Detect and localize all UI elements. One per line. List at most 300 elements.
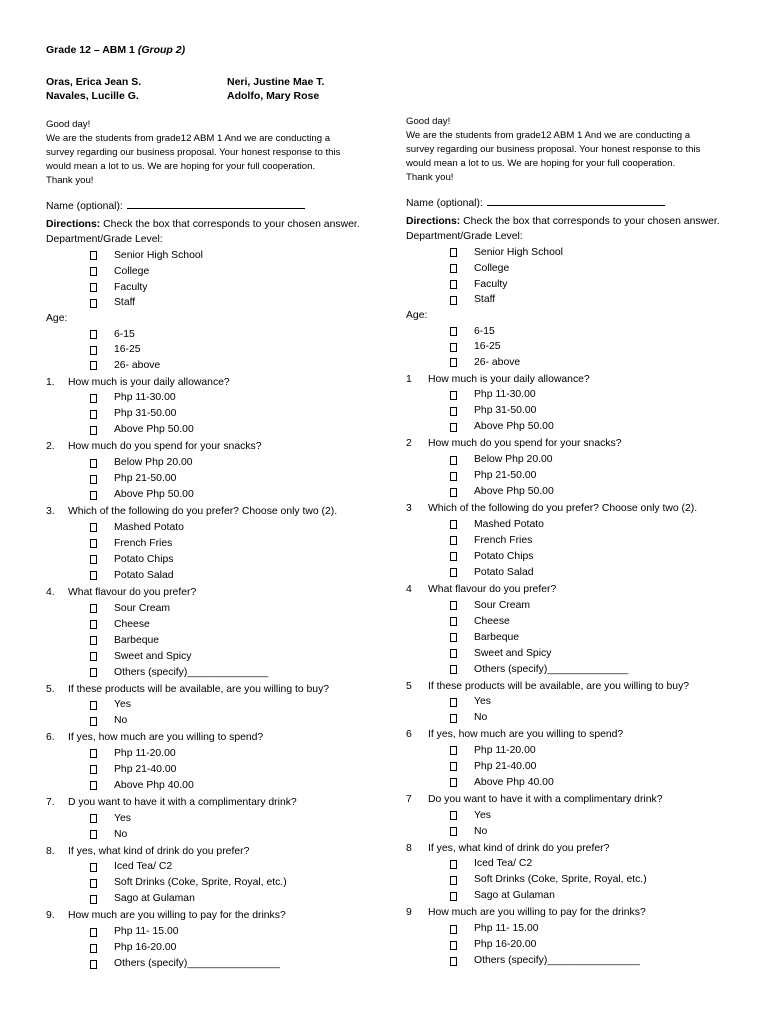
option-label: Yes	[474, 809, 491, 821]
checkbox-icon[interactable]	[90, 330, 97, 339]
option-item[interactable]	[406, 759, 728, 775]
option-item[interactable]	[46, 746, 368, 762]
option-item[interactable]	[46, 940, 368, 956]
checkbox-icon[interactable]	[450, 925, 457, 934]
checkbox-icon[interactable]	[450, 456, 457, 465]
department-label: Department/Grade Level:	[406, 231, 523, 243]
checkbox-icon[interactable]	[450, 423, 457, 432]
option-item[interactable]	[46, 358, 368, 374]
option-label: Others (specify)________________	[114, 958, 280, 970]
question-text: What flavour do you prefer?	[428, 583, 557, 595]
option-item[interactable]	[406, 355, 728, 371]
checkbox-icon[interactable]	[90, 555, 97, 564]
checkbox-icon[interactable]	[450, 892, 457, 901]
option-label: Iced Tea/ C2	[114, 861, 173, 873]
directions	[406, 214, 728, 230]
checkbox-icon[interactable]	[450, 248, 457, 257]
name-field[interactable]	[406, 195, 728, 212]
question-number: 8.	[46, 845, 55, 857]
checkbox-icon[interactable]	[450, 358, 457, 367]
question-text: If yes, what kind of drink do you prefer?	[428, 842, 610, 854]
option-label: Above Php 50.00	[474, 421, 554, 433]
option-item[interactable]	[406, 614, 728, 630]
checkbox-icon[interactable]	[90, 394, 97, 403]
checkbox-icon[interactable]	[450, 714, 457, 723]
checkbox-icon[interactable]	[450, 601, 457, 610]
option-label: Php 21-40.00	[114, 763, 177, 775]
option-item[interactable]	[46, 536, 368, 552]
option-label: Below Php 20.00	[114, 457, 193, 469]
option-label: Faculty	[114, 281, 148, 293]
grade-section-label: Grade 12 – ABM 1	[46, 44, 135, 56]
option-item[interactable]	[46, 827, 368, 843]
option-item[interactable]	[46, 455, 368, 471]
option-label: Yes	[474, 696, 491, 708]
intro-line: We are the students from grade12 ABM 1 And we are conducting a	[406, 130, 691, 141]
option-item[interactable]	[406, 953, 728, 969]
question-text: Which of the following do you prefer? Choose only two (2).	[428, 503, 698, 515]
option-label: Above Php 40.00	[114, 779, 194, 791]
intro-line: Good day!	[406, 116, 451, 127]
directions-label: Directions:	[406, 215, 461, 227]
option-label: Php 21-50.00	[114, 473, 177, 485]
option-label: 16-25	[474, 341, 501, 353]
option-label: Mashed Potato	[114, 521, 184, 533]
question	[406, 582, 728, 598]
member-name: Neri, Justine Mae T.	[227, 76, 325, 88]
checkbox-icon[interactable]	[90, 620, 97, 629]
question-number: 3.	[46, 506, 55, 518]
option-item[interactable]	[406, 694, 728, 710]
option-item[interactable]	[406, 517, 728, 533]
survey-column-left	[46, 118, 368, 972]
checkbox-icon[interactable]	[450, 876, 457, 885]
checkbox-icon[interactable]	[450, 762, 457, 771]
option-item[interactable]	[406, 937, 728, 953]
option-item[interactable]	[406, 403, 728, 419]
question	[46, 682, 368, 698]
option-label: Cheese	[114, 618, 150, 630]
option-label: Sago at Gulaman	[114, 893, 195, 905]
option-item[interactable]	[406, 872, 728, 888]
directions-text: Check the box that corresponds to your chosen answer.	[463, 215, 720, 227]
question-number: 7.	[46, 796, 55, 808]
question	[46, 730, 368, 746]
question-text: How much do you spend for your snacks?	[68, 441, 262, 453]
option-label: Soft Drinks (Coke, Sprite, Royal, etc.)	[474, 874, 647, 886]
document-title	[46, 44, 406, 56]
option-item[interactable]	[406, 856, 728, 872]
option-item[interactable]	[46, 601, 368, 617]
option-label: Php 16-20.00	[114, 942, 177, 954]
checkbox-icon[interactable]	[450, 860, 457, 869]
option-label: Potato Salad	[474, 566, 534, 578]
option-label: Php 11-30.00	[114, 392, 176, 404]
checkbox-icon[interactable]	[90, 895, 97, 904]
member-name: Adolfo, Mary Rose	[227, 90, 320, 102]
checkbox-icon[interactable]	[90, 571, 97, 580]
checkbox-icon[interactable]	[450, 472, 457, 481]
question	[46, 795, 368, 811]
option-label: Php 11-30.00	[474, 389, 536, 401]
intro-line: survey regarding our business proposal. Your honest response to this	[406, 144, 701, 155]
question-number: 4.	[46, 586, 55, 598]
question	[406, 905, 728, 921]
option-item[interactable]	[46, 552, 368, 568]
option-label: Php 31-50.00	[114, 408, 177, 420]
option-item[interactable]	[46, 487, 368, 503]
option-label: Php 31-50.00	[474, 405, 537, 417]
age-label: Age:	[406, 309, 428, 321]
option-label: Sour Cream	[114, 602, 171, 614]
option-item[interactable]	[406, 921, 728, 937]
document-header	[46, 44, 406, 102]
checkbox-icon[interactable]	[450, 407, 457, 416]
question-text: If these products will be available, are you willing to buy?	[68, 683, 330, 695]
option-item[interactable]	[406, 245, 728, 261]
option-label: Staff	[474, 294, 496, 306]
option-item[interactable]	[406, 662, 728, 678]
checkbox-icon[interactable]	[90, 475, 97, 484]
checkbox-icon[interactable]	[90, 863, 97, 872]
checkbox-icon[interactable]	[90, 410, 97, 419]
option-item[interactable]	[46, 568, 368, 584]
option-label: Sour Cream	[474, 599, 531, 611]
checkbox-icon[interactable]	[90, 749, 97, 758]
question-number: 2	[406, 438, 412, 450]
option-label: Php 11- 15.00	[474, 923, 539, 935]
option-label: Above Php 50.00	[114, 489, 194, 501]
option-label: Above Php 40.00	[474, 776, 554, 788]
option-item[interactable]	[46, 875, 368, 891]
question-text: Which of the following do you prefer? Choose only two (2).	[68, 506, 338, 518]
option-label: No	[474, 825, 488, 837]
checkbox-icon[interactable]	[90, 283, 97, 292]
question-number: 1.	[46, 376, 55, 388]
intro-line: would mean a lot to us. We are hoping for your full cooperation.	[406, 158, 676, 169]
option-label: Sweet and Spicy	[114, 650, 192, 662]
intro-paragraph	[46, 118, 368, 188]
checkbox-icon[interactable]	[90, 361, 97, 370]
option-label: Senior High School	[114, 250, 203, 262]
option-item[interactable]	[406, 484, 728, 500]
question-number: 9	[406, 907, 412, 919]
option-item[interactable]	[46, 956, 368, 972]
question-text: If yes, what kind of drink do you prefer?	[68, 845, 250, 857]
checkbox-icon[interactable]	[450, 280, 457, 289]
option-label: Yes	[114, 699, 131, 711]
question	[46, 439, 368, 455]
checkbox-icon[interactable]	[90, 636, 97, 645]
option-item[interactable]	[46, 713, 368, 729]
option-item[interactable]	[406, 888, 728, 904]
member-name: Oras, Erica Jean S.	[46, 76, 142, 88]
question	[406, 679, 728, 695]
option-item[interactable]	[406, 598, 728, 614]
option-label: Barbeque	[474, 631, 520, 643]
option-label: College	[114, 265, 150, 277]
question-number: 3	[406, 503, 412, 515]
option-label: Faculty	[474, 278, 508, 290]
directions-label: Directions:	[46, 218, 101, 230]
option-item[interactable]	[46, 778, 368, 794]
option-label: Above Php 50.00	[474, 486, 554, 498]
option-item[interactable]	[46, 520, 368, 536]
checkbox-icon[interactable]	[90, 604, 97, 613]
directions	[46, 217, 368, 233]
option-item[interactable]	[406, 743, 728, 759]
option-label: Yes	[114, 812, 131, 824]
option-item[interactable]	[406, 339, 728, 355]
checkbox-icon[interactable]	[90, 426, 97, 435]
option-label: Iced Tea/ C2	[474, 858, 533, 870]
checkbox-icon[interactable]	[450, 649, 457, 658]
option-label: 26- above	[474, 357, 521, 369]
option-label: Php 21-50.00	[474, 470, 537, 482]
option-item[interactable]	[46, 406, 368, 422]
option-item[interactable]	[46, 471, 368, 487]
option-item[interactable]	[406, 452, 728, 468]
question	[46, 375, 368, 391]
intro-line: Thank you!	[406, 172, 454, 183]
checkbox-icon[interactable]	[90, 944, 97, 953]
intro-line: Good day!	[46, 119, 91, 130]
option-item[interactable]	[406, 630, 728, 646]
question	[46, 844, 368, 860]
checkbox-icon[interactable]	[90, 814, 97, 823]
checkbox-icon[interactable]	[90, 830, 97, 839]
option-label: French Fries	[474, 534, 533, 546]
option-label: Others (specify)______________	[474, 663, 629, 675]
question-text: D you want to have it with a complimentary drink?	[68, 796, 297, 808]
option-label: French Fries	[114, 537, 173, 549]
option-item[interactable]	[406, 533, 728, 549]
option-label: 6-15	[474, 325, 495, 337]
intro-line: We are the students from grade12 ABM 1 And we are conducting a	[46, 133, 331, 144]
option-label: Staff	[114, 297, 136, 309]
option-label: No	[114, 715, 128, 727]
question-text: What flavour do you prefer?	[68, 586, 197, 598]
option-label: Php 16-20.00	[474, 939, 537, 951]
question-text: How much are you willing to pay for the drinks?	[68, 910, 286, 922]
question-number: 7	[406, 793, 412, 805]
option-item[interactable]	[46, 280, 368, 296]
checkbox-icon[interactable]	[90, 539, 97, 548]
option-item[interactable]	[406, 808, 728, 824]
option-label: 26- above	[114, 360, 161, 372]
checkbox-icon[interactable]	[450, 665, 457, 674]
checkbox-icon[interactable]	[90, 701, 97, 710]
option-item[interactable]	[46, 924, 368, 940]
option-item[interactable]	[46, 342, 368, 358]
option-item[interactable]	[406, 646, 728, 662]
name-blank[interactable]	[127, 198, 305, 209]
checkbox-icon[interactable]	[90, 765, 97, 774]
option-item[interactable]	[406, 468, 728, 484]
option-label: Sweet and Spicy	[474, 647, 552, 659]
question-number: 8	[406, 842, 412, 854]
checkbox-icon[interactable]	[90, 299, 97, 308]
option-item[interactable]	[46, 762, 368, 778]
checkbox-icon[interactable]	[90, 879, 97, 888]
checkbox-icon[interactable]	[90, 717, 97, 726]
question-number: 2.	[46, 441, 55, 453]
checkbox-icon[interactable]	[450, 957, 457, 966]
option-item[interactable]	[46, 422, 368, 438]
option-item[interactable]	[46, 248, 368, 264]
option-item[interactable]	[406, 565, 728, 581]
option-label: Php 11-20.00	[474, 744, 536, 756]
checkbox-icon[interactable]	[450, 941, 457, 950]
checkbox-icon[interactable]	[450, 264, 457, 273]
option-item[interactable]	[46, 633, 368, 649]
question-text: How much do you spend for your snacks?	[428, 438, 622, 450]
option-item[interactable]	[46, 697, 368, 713]
checkbox-icon[interactable]	[450, 343, 457, 352]
question	[46, 504, 368, 520]
option-item[interactable]	[406, 277, 728, 293]
survey-column-right	[406, 115, 728, 969]
department-label: Department/Grade Level:	[46, 234, 163, 246]
intro-paragraph	[406, 115, 728, 185]
question	[406, 436, 728, 452]
question-text: If yes, how much are you willing to spend?	[428, 729, 624, 741]
question-text: If these products will be available, are you willing to buy?	[428, 680, 690, 692]
option-label: Below Php 20.00	[474, 454, 553, 466]
option-item[interactable]	[406, 824, 728, 840]
option-item[interactable]	[406, 710, 728, 726]
checkbox-icon[interactable]	[90, 928, 97, 937]
question-text: How much is your daily allowance?	[68, 376, 230, 388]
question-number: 5.	[46, 683, 55, 695]
checkbox-icon[interactable]	[90, 267, 97, 276]
option-label: Potato Chips	[474, 550, 534, 562]
option-label: No	[474, 712, 488, 724]
option-label: Soft Drinks (Coke, Sprite, Royal, etc.)	[114, 877, 287, 889]
checkbox-icon[interactable]	[90, 652, 97, 661]
checkbox-icon[interactable]	[450, 778, 457, 787]
checkbox-icon[interactable]	[90, 346, 97, 355]
option-item[interactable]	[406, 261, 728, 277]
checkbox-icon[interactable]	[90, 491, 97, 500]
question-number: 9.	[46, 910, 55, 922]
option-label: Others (specify)______________	[114, 666, 269, 678]
checkbox-icon[interactable]	[450, 633, 457, 642]
question-number: 6.	[46, 732, 55, 744]
option-label: No	[114, 828, 128, 840]
question-number: 4	[406, 583, 412, 595]
checkbox-icon[interactable]	[450, 827, 457, 836]
checkbox-icon[interactable]	[90, 781, 97, 790]
option-item[interactable]	[46, 617, 368, 633]
checkbox-icon[interactable]	[450, 488, 457, 497]
option-label: Barbeque	[114, 634, 160, 646]
intro-line: would mean a lot to us. We are hoping for your full cooperation.	[46, 161, 316, 172]
option-item[interactable]	[46, 327, 368, 343]
member-names	[46, 76, 406, 102]
checkbox-icon[interactable]	[450, 617, 457, 626]
option-label: Sago at Gulaman	[474, 890, 555, 902]
checkbox-icon[interactable]	[90, 251, 97, 260]
option-item[interactable]	[406, 292, 728, 308]
question-number: 6	[406, 729, 412, 741]
option-item[interactable]	[46, 390, 368, 406]
checkbox-icon[interactable]	[450, 327, 457, 336]
question	[406, 372, 728, 388]
question-number: 5	[406, 680, 412, 692]
member-name: Navales, Lucille G.	[46, 90, 139, 102]
option-label: Others (specify)________________	[474, 955, 640, 967]
option-item[interactable]	[406, 549, 728, 565]
option-label: 16-25	[114, 344, 141, 356]
question	[46, 585, 368, 601]
group-label: (Group 2)	[137, 44, 186, 56]
option-item[interactable]	[406, 387, 728, 403]
option-label: Potato Chips	[114, 553, 174, 565]
option-item[interactable]	[46, 665, 368, 681]
checkbox-icon[interactable]	[90, 523, 97, 532]
option-item[interactable]	[46, 264, 368, 280]
question	[406, 501, 728, 517]
option-label: 6-15	[114, 328, 135, 340]
directions-text: Check the box that corresponds to your chosen answer.	[103, 218, 360, 230]
option-item[interactable]	[46, 859, 368, 875]
checkbox-icon[interactable]	[450, 391, 457, 400]
age-label: Age:	[46, 312, 68, 324]
checkbox-icon[interactable]	[450, 520, 457, 529]
checkbox-icon[interactable]	[450, 698, 457, 707]
option-item[interactable]	[46, 811, 368, 827]
checkbox-icon[interactable]	[450, 811, 457, 820]
question	[406, 792, 728, 808]
question	[46, 908, 368, 924]
option-label: Senior High School	[474, 247, 563, 259]
checkbox-icon[interactable]	[90, 668, 97, 677]
option-label: Mashed Potato	[474, 518, 544, 530]
checkbox-icon[interactable]	[450, 536, 457, 545]
question-text: How much are you willing to pay for the drinks?	[428, 907, 646, 919]
option-item[interactable]	[46, 649, 368, 665]
checkbox-icon[interactable]	[450, 296, 457, 305]
question	[406, 841, 728, 857]
option-label: Cheese	[474, 615, 510, 627]
option-item[interactable]	[406, 419, 728, 435]
option-label: Php 11-20.00	[114, 747, 176, 759]
question-text: How much is your daily allowance?	[428, 373, 590, 385]
option-item[interactable]	[46, 891, 368, 907]
name-label: Name (optional):	[406, 198, 483, 209]
option-item[interactable]	[406, 324, 728, 340]
option-label: Potato Salad	[114, 569, 174, 581]
name-label: Name (optional):	[46, 201, 123, 212]
question	[406, 727, 728, 743]
question-number: 1	[406, 373, 412, 385]
name-blank[interactable]	[487, 195, 665, 206]
option-label: Above Php 50.00	[114, 424, 194, 436]
checkbox-icon[interactable]	[90, 960, 97, 969]
question-text: Do you want to have it with a complimentary drink?	[428, 793, 663, 805]
option-item[interactable]	[46, 295, 368, 311]
question-text: If yes, how much are you willing to spend?	[68, 732, 264, 744]
name-field[interactable]	[46, 198, 368, 215]
checkbox-icon[interactable]	[450, 552, 457, 561]
option-label: Php 11- 15.00	[114, 926, 179, 938]
checkbox-icon[interactable]	[450, 746, 457, 755]
checkbox-icon[interactable]	[450, 568, 457, 577]
option-item[interactable]	[406, 775, 728, 791]
intro-line: survey regarding our business proposal. Your honest response to this	[46, 147, 341, 158]
checkbox-icon[interactable]	[90, 459, 97, 468]
